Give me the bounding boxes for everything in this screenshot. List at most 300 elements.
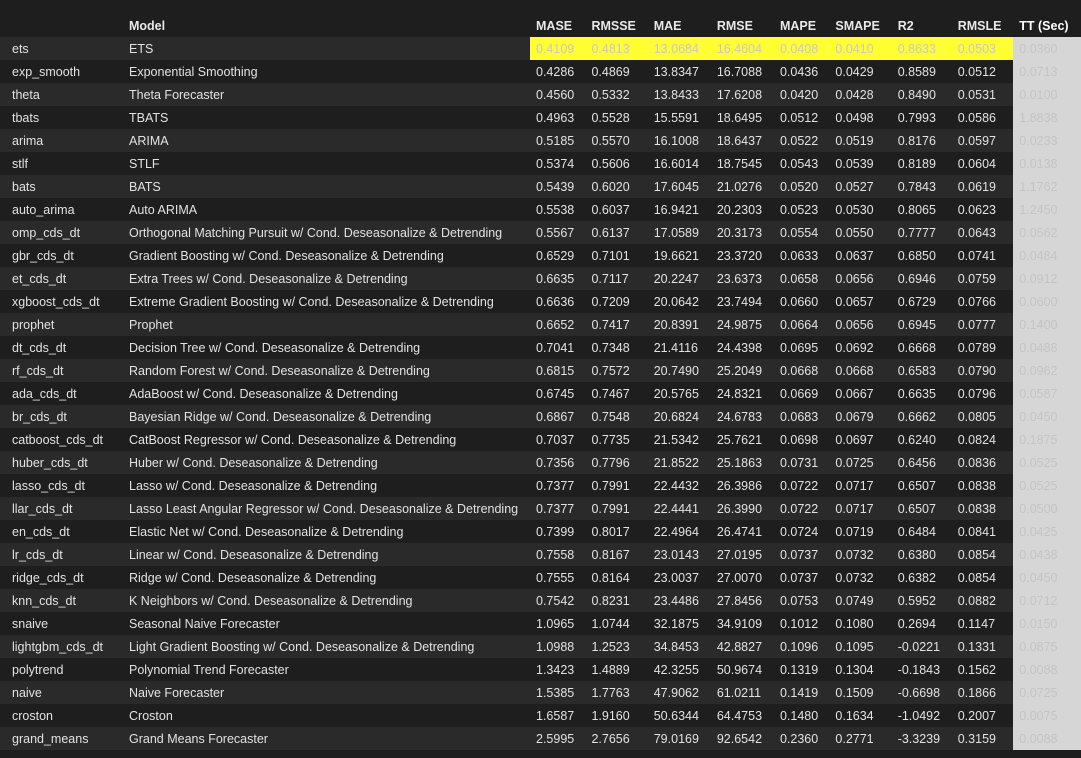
cell-mae: 19.6621 — [648, 244, 711, 267]
cell-r2: -0.1843 — [892, 658, 952, 681]
cell-rmse: 26.3986 — [711, 474, 774, 497]
cell-mase: 0.5567 — [530, 221, 585, 244]
cell-model: BATS — [123, 175, 530, 198]
cell-model: Croston — [123, 704, 530, 727]
cell-mase: 0.6745 — [530, 382, 585, 405]
column-header-mae: MAE — [653, 19, 682, 33]
cell-model: Lasso w/ Cond. Deseasonalize & Detrending — [123, 474, 530, 497]
cell-tt: 0.0088 — [1013, 658, 1081, 681]
column-header-r2: R2 — [897, 19, 914, 33]
cell-smape: 0.0656 — [829, 267, 891, 290]
table-row — [0, 520, 1081, 543]
cell-index: llar_cds_dt — [0, 497, 123, 520]
cell-smape: 0.1304 — [829, 658, 891, 681]
column-header-mape: MAPE — [779, 19, 817, 33]
cell-smape: 0.0550 — [829, 221, 891, 244]
cell-rmsse: 0.5606 — [585, 152, 647, 175]
cell-rmsse: 0.6037 — [585, 198, 647, 221]
cell-rmse: 42.8827 — [711, 635, 774, 658]
cell-smape: 0.0637 — [829, 244, 891, 267]
cell-rmse: 20.2303 — [711, 198, 774, 221]
cell-model: ETS — [123, 37, 530, 60]
cell-r2: 0.8490 — [892, 83, 952, 106]
cell-r2: 0.6945 — [892, 313, 952, 336]
cell-mase: 0.6652 — [530, 313, 585, 336]
table-row — [0, 175, 1081, 198]
cell-rmsse: 0.7467 — [585, 382, 647, 405]
cell-mae: 16.1008 — [648, 129, 711, 152]
cell-rmsse: 0.8164 — [585, 566, 647, 589]
cell-smape: 0.2771 — [829, 727, 891, 750]
column-header-model: Model — [129, 19, 166, 33]
cell-rmse: 50.9674 — [711, 658, 774, 681]
cell-r2: 0.6484 — [892, 520, 952, 543]
cell-r2: -0.6698 — [892, 681, 952, 704]
cell-rmsle: 0.0597 — [952, 129, 1014, 152]
cell-rmsse: 0.7117 — [585, 267, 647, 290]
cell-mae: 23.4486 — [648, 589, 711, 612]
cell-index: ada_cds_dt — [0, 382, 123, 405]
cell-model: Prophet — [123, 313, 530, 336]
cell-index: omp_cds_dt — [0, 221, 123, 244]
cell-rmsle: 0.1562 — [952, 658, 1014, 681]
cell-tt: 0.0712 — [1013, 589, 1081, 612]
cell-r2: 0.7843 — [892, 175, 952, 198]
cell-rmsle: 0.2007 — [952, 704, 1014, 727]
cell-model: CatBoost Regressor w/ Cond. Deseasonalize & Detrending — [123, 428, 530, 451]
cell-index: huber_cds_dt — [0, 451, 123, 474]
cell-rmsse: 0.7348 — [585, 336, 647, 359]
table-row — [0, 635, 1081, 658]
cell-mape: 0.0554 — [774, 221, 829, 244]
cell-tt: 0.0525 — [1013, 474, 1081, 497]
table-row — [0, 267, 1081, 290]
table-row — [0, 451, 1081, 474]
cell-r2: 0.6729 — [892, 290, 952, 313]
cell-mae: 21.8522 — [648, 451, 711, 474]
cell-mase: 0.5374 — [530, 152, 585, 175]
cell-r2: 0.8065 — [892, 198, 952, 221]
cell-tt: 0.0088 — [1013, 727, 1081, 750]
cell-tt: 0.0488 — [1013, 336, 1081, 359]
table-row — [0, 359, 1081, 382]
cell-model: Seasonal Naive Forecaster — [123, 612, 530, 635]
cell-smape: 0.0498 — [829, 106, 891, 129]
cell-model: TBATS — [123, 106, 530, 129]
cell-mape: 0.0731 — [774, 451, 829, 474]
cell-index: br_cds_dt — [0, 405, 123, 428]
cell-rmse: 18.7545 — [711, 152, 774, 175]
cell-smape: 0.0749 — [829, 589, 891, 612]
cell-rmsle: 0.0766 — [952, 290, 1014, 313]
cell-r2: 0.8176 — [892, 129, 952, 152]
cell-mae: 47.9062 — [648, 681, 711, 704]
column-header-smape: SMAPE — [835, 19, 880, 33]
cell-mase: 1.0988 — [530, 635, 585, 658]
table-row — [0, 382, 1081, 405]
cell-mae: 23.0037 — [648, 566, 711, 589]
table-header-row — [0, 15, 1081, 37]
cell-mape: 0.0522 — [774, 129, 829, 152]
cell-mase: 0.6636 — [530, 290, 585, 313]
table-row — [0, 497, 1081, 520]
cell-index: lightgbm_cds_dt — [0, 635, 123, 658]
cell-rmsse: 0.7991 — [585, 497, 647, 520]
cell-mase: 0.6815 — [530, 359, 585, 382]
cell-r2: 0.6668 — [892, 336, 952, 359]
cell-smape: 0.0732 — [829, 566, 891, 589]
cell-model: Theta Forecaster — [123, 83, 530, 106]
cell-smape: 0.0697 — [829, 428, 891, 451]
table-row — [0, 428, 1081, 451]
table-row — [0, 290, 1081, 313]
column-header-rmsse: RMSSE — [591, 19, 636, 33]
cell-rmse: 25.2049 — [711, 359, 774, 382]
cell-mape: 0.0512 — [774, 106, 829, 129]
table-row — [0, 83, 1081, 106]
cell-rmsse: 0.8167 — [585, 543, 647, 566]
cell-mae: 50.6344 — [648, 704, 711, 727]
table-row — [0, 336, 1081, 359]
cell-mase: 1.6587 — [530, 704, 585, 727]
cell-mae: 20.2247 — [648, 267, 711, 290]
cell-rmsse: 0.7101 — [585, 244, 647, 267]
column-header-rmsle: RMSLE — [957, 19, 1002, 33]
table-row — [0, 244, 1081, 267]
cell-mase: 0.6635 — [530, 267, 585, 290]
cell-rmsle: 0.0824 — [952, 428, 1014, 451]
cell-rmsse: 0.7548 — [585, 405, 647, 428]
cell-tt: 0.0725 — [1013, 681, 1081, 704]
cell-smape: 0.1509 — [829, 681, 891, 704]
cell-model: Random Forest w/ Cond. Deseasonalize & Detrending — [123, 359, 530, 382]
cell-rmsle: 0.1331 — [952, 635, 1014, 658]
cell-rmsse: 0.5332 — [585, 83, 647, 106]
cell-model: Extreme Gradient Boosting w/ Cond. Deseasonalize & Detrending — [123, 290, 530, 313]
cell-tt: 0.0450 — [1013, 566, 1081, 589]
cell-rmse: 23.7494 — [711, 290, 774, 313]
cell-mase: 0.7399 — [530, 520, 585, 543]
cell-rmse: 27.8456 — [711, 589, 774, 612]
cell-mape: 0.0683 — [774, 405, 829, 428]
cell-index: auto_arima — [0, 198, 123, 221]
cell-index: theta — [0, 83, 123, 106]
cell-rmsse: 1.9160 — [585, 704, 647, 727]
cell-tt: 0.0500 — [1013, 497, 1081, 520]
cell-r2: 0.6662 — [892, 405, 952, 428]
cell-mase: 0.7555 — [530, 566, 585, 589]
table-row — [0, 405, 1081, 428]
cell-model: Extra Trees w/ Cond. Deseasonalize & Detrending — [123, 267, 530, 290]
cell-model: Gradient Boosting w/ Cond. Deseasonalize & Detrending — [123, 244, 530, 267]
cell-index: croston — [0, 704, 123, 727]
cell-index: ets — [0, 37, 123, 60]
cell-mase: 2.5995 — [530, 727, 585, 750]
cell-index: prophet — [0, 313, 123, 336]
cell-mase: 0.4963 — [530, 106, 585, 129]
cell-mase: 1.0965 — [530, 612, 585, 635]
cell-rmse: 27.0195 — [711, 543, 774, 566]
cell-tt: 0.0912 — [1013, 267, 1081, 290]
cell-mae: 20.6824 — [648, 405, 711, 428]
cell-rmse: 20.3173 — [711, 221, 774, 244]
table-row — [0, 543, 1081, 566]
cell-mase: 0.7041 — [530, 336, 585, 359]
cell-mae: 34.8453 — [648, 635, 711, 658]
cell-mae: 13.8433 — [648, 83, 711, 106]
cell-mase: 0.7377 — [530, 497, 585, 520]
cell-mase: 1.3423 — [530, 658, 585, 681]
cell-tt: 0.0962 — [1013, 359, 1081, 382]
cell-rmse: 26.3990 — [711, 497, 774, 520]
cell-smape: 0.1080 — [829, 612, 891, 635]
cell-mae: 13.0684 — [648, 37, 711, 60]
cell-tt: 0.0525 — [1013, 451, 1081, 474]
cell-mape: 0.0420 — [774, 83, 829, 106]
cell-mae: 22.4964 — [648, 520, 711, 543]
cell-rmsse: 0.8017 — [585, 520, 647, 543]
cell-mape: 0.0660 — [774, 290, 829, 313]
cell-mape: 0.0633 — [774, 244, 829, 267]
cell-index: lasso_cds_dt — [0, 474, 123, 497]
cell-smape: 0.0719 — [829, 520, 891, 543]
cell-rmsle: 0.1147 — [952, 612, 1014, 635]
cell-rmse: 27.0070 — [711, 566, 774, 589]
table-row — [0, 221, 1081, 244]
cell-tt: 0.0600 — [1013, 290, 1081, 313]
cell-rmse: 24.6783 — [711, 405, 774, 428]
cell-r2: 0.6380 — [892, 543, 952, 566]
cell-mase: 0.7558 — [530, 543, 585, 566]
cell-mape: 0.0436 — [774, 60, 829, 83]
cell-mae: 16.9421 — [648, 198, 711, 221]
column-header-rmse: RMSE — [716, 19, 753, 33]
cell-index: lr_cds_dt — [0, 543, 123, 566]
table-row — [0, 658, 1081, 681]
cell-mape: 0.1419 — [774, 681, 829, 704]
cell-mae: 20.8391 — [648, 313, 711, 336]
cell-rmsle: 0.0623 — [952, 198, 1014, 221]
cell-tt: 1.8838 — [1013, 106, 1081, 129]
cell-model: Linear w/ Cond. Deseasonalize & Detrending — [123, 543, 530, 566]
cell-r2: 0.2694 — [892, 612, 952, 635]
cell-rmse: 21.0276 — [711, 175, 774, 198]
model-comparison-table — [0, 15, 1081, 750]
cell-rmsle: 0.0805 — [952, 405, 1014, 428]
cell-mae: 20.0642 — [648, 290, 711, 313]
cell-mase: 0.4560 — [530, 83, 585, 106]
cell-r2: 0.7993 — [892, 106, 952, 129]
cell-mape: 0.0668 — [774, 359, 829, 382]
cell-mape: 0.0737 — [774, 566, 829, 589]
cell-tt: 0.0562 — [1013, 221, 1081, 244]
cell-mae: 17.6045 — [648, 175, 711, 198]
cell-smape: 0.0539 — [829, 152, 891, 175]
cell-index: dt_cds_dt — [0, 336, 123, 359]
cell-smape: 0.0732 — [829, 543, 891, 566]
cell-model: Decision Tree w/ Cond. Deseasonalize & Detrending — [123, 336, 530, 359]
cell-mase: 0.5439 — [530, 175, 585, 198]
cell-r2: 0.8189 — [892, 152, 952, 175]
table-row — [0, 681, 1081, 704]
cell-smape: 0.0428 — [829, 83, 891, 106]
cell-rmsse: 0.5570 — [585, 129, 647, 152]
cell-rmse: 34.9109 — [711, 612, 774, 635]
cell-rmsle: 0.0854 — [952, 543, 1014, 566]
cell-model: Auto ARIMA — [123, 198, 530, 221]
cell-mase: 0.7037 — [530, 428, 585, 451]
cell-rmse: 61.0211 — [711, 681, 774, 704]
cell-mape: 0.0722 — [774, 497, 829, 520]
cell-rmsse: 0.5528 — [585, 106, 647, 129]
cell-mape: 0.0543 — [774, 152, 829, 175]
cell-mape: 0.0698 — [774, 428, 829, 451]
cell-tt: 0.1875 — [1013, 428, 1081, 451]
table-row — [0, 129, 1081, 152]
cell-mase: 1.5385 — [530, 681, 585, 704]
cell-model: Orthogonal Matching Pursuit w/ Cond. Deseasonalize & Detrending — [123, 221, 530, 244]
cell-mae: 13.8347 — [648, 60, 711, 83]
cell-model: ARIMA — [123, 129, 530, 152]
cell-r2: 0.6635 — [892, 382, 952, 405]
cell-rmsse: 1.2523 — [585, 635, 647, 658]
cell-mae: 22.4441 — [648, 497, 711, 520]
cell-smape: 0.0679 — [829, 405, 891, 428]
cell-rmsse: 0.6020 — [585, 175, 647, 198]
cell-index: exp_smooth — [0, 60, 123, 83]
cell-tt: 1.1762 — [1013, 175, 1081, 198]
column-header-tt: TT (Sec) — [1013, 15, 1081, 37]
cell-tt: 0.0484 — [1013, 244, 1081, 267]
cell-index: tbats — [0, 106, 123, 129]
cell-rmsle: 0.1866 — [952, 681, 1014, 704]
cell-r2: -1.0492 — [892, 704, 952, 727]
cell-tt: 1.2450 — [1013, 198, 1081, 221]
cell-mape: 0.0722 — [774, 474, 829, 497]
cell-mae: 23.0143 — [648, 543, 711, 566]
cell-smape: 0.0530 — [829, 198, 891, 221]
cell-rmse: 24.8321 — [711, 382, 774, 405]
cell-mape: 0.0695 — [774, 336, 829, 359]
cell-r2: 0.6850 — [892, 244, 952, 267]
cell-index: en_cds_dt — [0, 520, 123, 543]
cell-rmsle: 0.0741 — [952, 244, 1014, 267]
cell-mae: 32.1875 — [648, 612, 711, 635]
cell-tt: 0.0360 — [1013, 37, 1081, 60]
cell-mase: 0.5538 — [530, 198, 585, 221]
cell-model: AdaBoost w/ Cond. Deseasonalize & Detrending — [123, 382, 530, 405]
cell-rmsle: 0.0790 — [952, 359, 1014, 382]
cell-tt: 0.0875 — [1013, 635, 1081, 658]
table-row — [0, 704, 1081, 727]
table-row — [0, 152, 1081, 175]
cell-model: Ridge w/ Cond. Deseasonalize & Detrending — [123, 566, 530, 589]
cell-rmsle: 0.0838 — [952, 474, 1014, 497]
cell-model: Light Gradient Boosting w/ Cond. Deseasonalize & Detrending — [123, 635, 530, 658]
cell-rmsse: 1.0744 — [585, 612, 647, 635]
cell-index: naive — [0, 681, 123, 704]
cell-rmse: 16.7088 — [711, 60, 774, 83]
cell-tt: 0.0713 — [1013, 60, 1081, 83]
cell-model: STLF — [123, 152, 530, 175]
cell-mape: 0.1096 — [774, 635, 829, 658]
cell-smape: 0.0667 — [829, 382, 891, 405]
cell-rmse: 92.6542 — [711, 727, 774, 750]
cell-rmsle: 0.0838 — [952, 497, 1014, 520]
cell-r2: 0.6240 — [892, 428, 952, 451]
cell-mape: 0.0664 — [774, 313, 829, 336]
cell-rmsle: 0.0619 — [952, 175, 1014, 198]
cell-r2: 0.8589 — [892, 60, 952, 83]
cell-rmse: 16.4604 — [711, 37, 774, 60]
cell-rmse: 25.1863 — [711, 451, 774, 474]
cell-r2: 0.6946 — [892, 267, 952, 290]
column-header-mase: MASE — [536, 19, 573, 33]
cell-index: stlf — [0, 152, 123, 175]
cell-mae: 79.0169 — [648, 727, 711, 750]
cell-tt: 0.0138 — [1013, 152, 1081, 175]
cell-smape: 0.0717 — [829, 497, 891, 520]
cell-r2: 0.6382 — [892, 566, 952, 589]
table-body — [0, 37, 1081, 750]
cell-rmsse: 0.7735 — [585, 428, 647, 451]
cell-smape: 0.1095 — [829, 635, 891, 658]
cell-rmse: 23.3720 — [711, 244, 774, 267]
cell-rmse: 23.6373 — [711, 267, 774, 290]
cell-rmsle: 0.0604 — [952, 152, 1014, 175]
cell-tt: 0.0150 — [1013, 612, 1081, 635]
cell-rmsle: 0.0854 — [952, 566, 1014, 589]
cell-index: xgboost_cds_dt — [0, 290, 123, 313]
cell-rmsse: 0.4813 — [585, 37, 647, 60]
cell-smape: 0.1634 — [829, 704, 891, 727]
cell-rmsse: 0.7991 — [585, 474, 647, 497]
cell-model: Naive Forecaster — [123, 681, 530, 704]
cell-mase: 0.4109 — [530, 37, 585, 60]
cell-rmsse: 2.7656 — [585, 727, 647, 750]
cell-model: Exponential Smoothing — [123, 60, 530, 83]
cell-rmsse: 1.7763 — [585, 681, 647, 704]
cell-rmsse: 0.7796 — [585, 451, 647, 474]
cell-rmse: 25.7621 — [711, 428, 774, 451]
cell-tt: 0.0075 — [1013, 704, 1081, 727]
cell-mape: 0.0408 — [774, 37, 829, 60]
cell-r2: 0.6507 — [892, 497, 952, 520]
table-row — [0, 566, 1081, 589]
cell-r2: 0.8633 — [892, 37, 952, 60]
cell-r2: -3.3239 — [892, 727, 952, 750]
cell-mae: 16.6014 — [648, 152, 711, 175]
cell-mae: 42.3255 — [648, 658, 711, 681]
cell-rmsse: 0.8231 — [585, 589, 647, 612]
cell-mape: 0.2360 — [774, 727, 829, 750]
cell-smape: 0.0692 — [829, 336, 891, 359]
cell-rmsle: 0.0789 — [952, 336, 1014, 359]
table-row — [0, 589, 1081, 612]
cell-index: grand_means — [0, 727, 123, 750]
cell-mape: 0.1480 — [774, 704, 829, 727]
cell-tt: 0.0100 — [1013, 83, 1081, 106]
cell-rmsle: 0.0586 — [952, 106, 1014, 129]
cell-index: catboost_cds_dt — [0, 428, 123, 451]
cell-mape: 0.0753 — [774, 589, 829, 612]
cell-mae: 22.4432 — [648, 474, 711, 497]
cell-rmsle: 0.0841 — [952, 520, 1014, 543]
cell-smape: 0.0657 — [829, 290, 891, 313]
table-row — [0, 612, 1081, 635]
cell-rmsle: 0.0759 — [952, 267, 1014, 290]
cell-model: Huber w/ Cond. Deseasonalize & Detrending — [123, 451, 530, 474]
